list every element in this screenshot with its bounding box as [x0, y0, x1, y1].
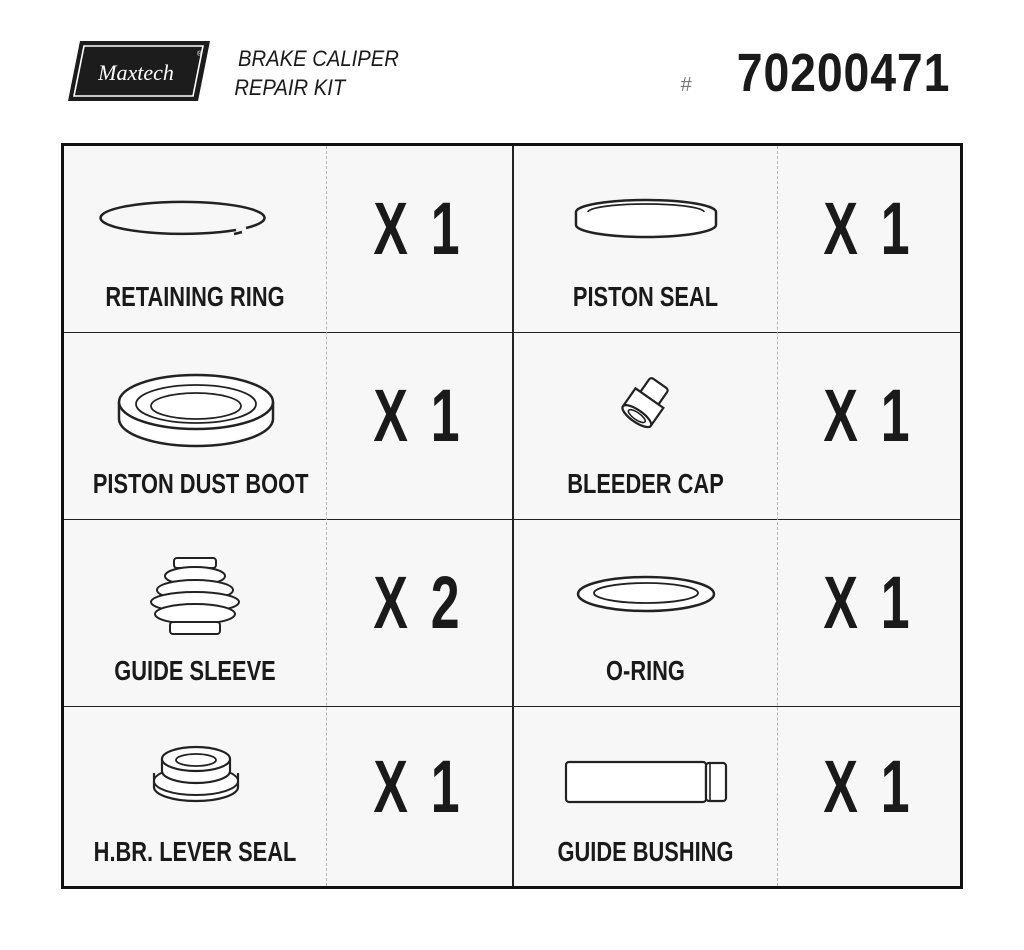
item-cell-retaining-ring	[64, 146, 326, 331]
qty-cell	[326, 333, 512, 518]
item-label: H.BR. LEVER SEAL	[93, 836, 297, 867]
qty-cell	[326, 146, 512, 331]
column-divider	[512, 146, 514, 886]
item-label: PISTON SEAL	[572, 281, 719, 312]
qty-value: X 2	[373, 561, 465, 644]
item-cell-lever-seal	[64, 707, 326, 886]
item-label: PISTON DUST BOOT	[92, 468, 309, 499]
dashed-divider	[326, 146, 327, 886]
item-label: RETAINING RING	[105, 281, 285, 312]
qty-cell	[777, 146, 960, 331]
qty-cell	[326, 707, 512, 886]
part-number: 70200471	[736, 43, 950, 103]
item-label: GUIDE BUSHING	[557, 836, 734, 867]
qty-value: X 1	[823, 745, 914, 828]
hash-symbol: #	[680, 74, 692, 96]
item-cell-guide-sleeve	[64, 520, 326, 705]
item-label: BLEEDER CAP	[567, 468, 724, 499]
qty-value: X 1	[373, 745, 465, 828]
qty-cell	[326, 520, 512, 705]
brand-text: Maxtech	[98, 60, 174, 85]
part-number-block	[681, 42, 950, 102]
qty-cell	[777, 707, 960, 886]
item-cell-bleeder-cap	[514, 333, 777, 518]
item-cell-o-ring	[514, 520, 777, 705]
qty-value: X 1	[823, 374, 914, 457]
qty-cell	[777, 520, 960, 705]
qty-value: X 1	[373, 374, 465, 457]
qty-value: X 1	[373, 187, 465, 270]
maxtech-logo	[66, 39, 212, 103]
qty-cell	[777, 333, 960, 518]
item-label: GUIDE SLEEVE	[114, 655, 276, 686]
kit-title	[234, 44, 399, 102]
kit-title-line1: BRAKE CALIPER	[238, 46, 399, 71]
parts-grid	[61, 143, 963, 889]
dashed-divider	[777, 146, 778, 886]
kit-title-line2: REPAIR KIT	[234, 75, 346, 100]
qty-value: X 1	[823, 187, 914, 270]
item-label: O-RING	[606, 655, 685, 686]
svg-text:®: ®	[197, 51, 203, 58]
qty-value: X 1	[823, 561, 914, 644]
item-cell-piston-dust-boot	[64, 333, 326, 518]
item-cell-piston-seal	[514, 146, 777, 331]
item-cell-guide-bushing	[514, 707, 777, 886]
